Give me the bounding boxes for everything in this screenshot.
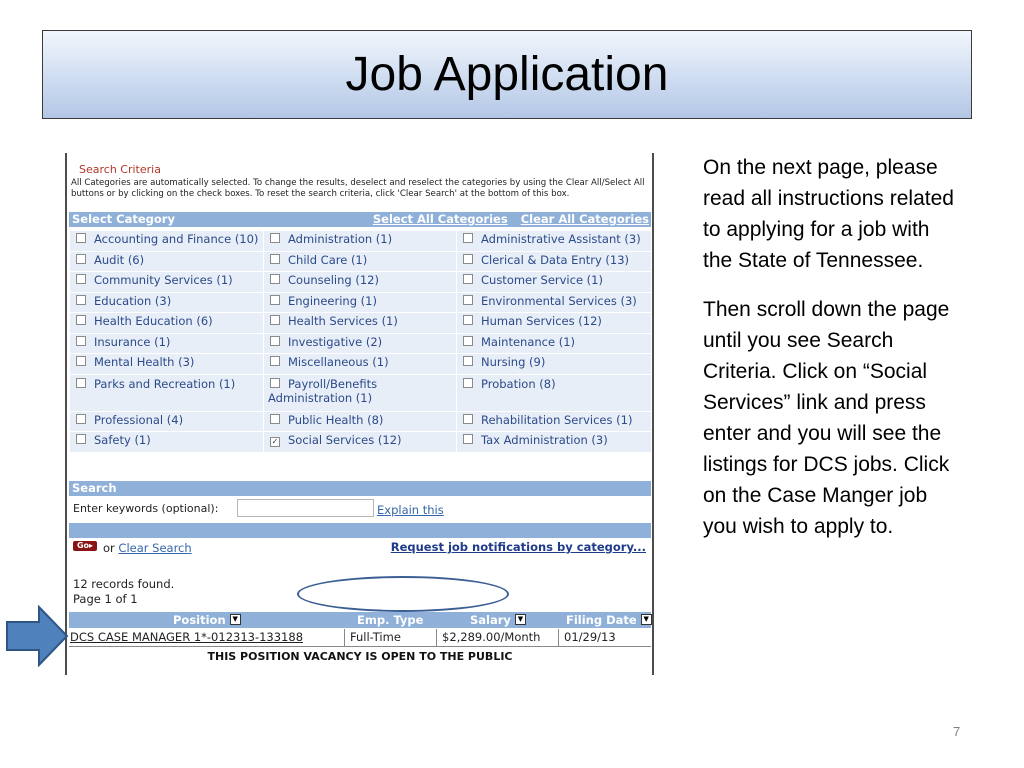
category-cell[interactable] [264,292,457,313]
category-label[interactable]: Child Care (1) [288,252,368,267]
checkbox-icon[interactable] [76,414,86,424]
col-salary[interactable]: Salary ▼ [470,613,511,627]
column-divider [344,629,345,646]
checkbox-icon[interactable] [463,356,473,366]
slide-page-number: 7 [953,724,961,739]
search-criteria-title: Search Criteria [79,163,161,176]
category-cell[interactable] [264,231,457,252]
category-cell[interactable] [457,411,652,432]
table-row[interactable] [69,629,651,647]
category-label[interactable]: Health Education (6) [94,314,213,328]
search-bar: Search [69,481,651,496]
category-label[interactable]: Education (3) [94,293,172,308]
category-cell[interactable] [264,411,457,432]
or-text: or [103,541,115,555]
category-cell[interactable] [457,292,652,313]
category-label[interactable]: Rehabilitation Services (1) [481,412,633,427]
keywords-input[interactable] [237,499,374,517]
vacancy-note: THIS POSITION VACANCY IS OPEN TO THE PUBLIC [207,650,513,663]
job-emp-type: Full-Time [350,630,401,644]
category-cell[interactable] [264,251,457,272]
category-label[interactable]: Payroll/Benefits Administration (1) [268,376,378,405]
category-table [69,230,652,453]
checkbox-icon[interactable] [463,315,473,325]
category-cell[interactable] [70,231,264,252]
explain-this-link[interactable]: Explain this [377,503,444,517]
checkbox-icon[interactable] [76,254,86,264]
checkbox-icon[interactable] [270,356,280,366]
clear-search-link[interactable]: Clear Search [118,541,192,555]
checkbox-icon[interactable] [76,336,86,346]
job-search-screenshot [65,153,654,675]
checkbox-icon[interactable] [270,274,280,284]
category-cell[interactable] [70,411,264,432]
column-divider [436,629,437,646]
checkbox-icon[interactable] [76,233,86,243]
sort-down-icon[interactable]: ▼ [230,614,241,625]
highlight-ellipse [297,576,509,612]
checkbox-icon[interactable] [76,356,86,366]
category-cell[interactable] [457,354,652,375]
category-label[interactable]: Environmental Services (3) [481,293,637,308]
checkbox-icon[interactable] [463,336,473,346]
checkbox-icon[interactable] [76,315,86,325]
col-position[interactable]: Position ▼ [173,613,226,627]
category-cell[interactable] [70,354,264,375]
instructions-text [703,152,963,560]
select-all-categories-link[interactable]: Select All Categories [372,212,508,226]
category-cell[interactable] [264,333,457,354]
pointer-arrow-icon [5,605,69,667]
col-emp-type[interactable]: Emp. Type [357,613,424,627]
category-cell[interactable] [264,354,457,375]
category-label[interactable]: Probation (8) [481,376,556,391]
category-cell[interactable] [264,432,457,453]
records-found: 12 records found. [73,577,175,591]
checkbox-icon[interactable] [270,336,280,346]
category-cell[interactable] [264,272,457,293]
checkbox-icon[interactable] [270,315,280,325]
category-label[interactable]: Parks and Recreation (1) [94,376,236,391]
category-label[interactable]: Investigative (2) [288,334,383,349]
category-label[interactable]: Community Services (1) [94,273,233,287]
checkbox-icon[interactable] [76,378,86,388]
checkbox-icon[interactable] [463,233,473,243]
category-cell[interactable] [457,432,652,453]
job-filing-date: 01/29/13 [564,630,616,644]
category-cell[interactable] [457,313,652,334]
checkbox-checked-icon[interactable]: ✓ [271,437,279,446]
job-position-link[interactable]: DCS CASE MANAGER 1*-012313-133188 [70,630,304,644]
category-label[interactable]: Insurance (1) [94,334,171,349]
checkbox-icon[interactable] [270,414,280,424]
category-label[interactable]: Mental Health (3) [94,355,195,369]
or-clear-search [103,541,192,555]
category-label[interactable]: Accounting and Finance (10) [94,232,259,246]
category-label[interactable]: Clerical & Data Entry (13) [481,252,630,267]
category-label[interactable]: Counseling (12) [288,273,379,287]
select-category-label: Select Category [72,212,175,226]
category-cell[interactable] [457,251,652,272]
checkbox-icon[interactable] [463,254,473,264]
category-label[interactable]: Miscellaneous (1) [288,355,389,369]
category-cell[interactable] [264,313,457,334]
category-cell[interactable] [70,272,264,293]
checkbox-icon[interactable] [463,434,473,444]
category-cell[interactable] [70,251,264,272]
checkbox-icon[interactable] [76,295,86,305]
category-cell[interactable] [70,292,264,313]
col-filing-date[interactable]: Filing Date ▼ [566,613,637,627]
category-label[interactable]: Tax Administration (3) [481,433,608,447]
category-cell[interactable] [70,432,264,453]
category-label[interactable]: Nursing (9) [481,355,546,369]
category-cell[interactable] [457,272,652,293]
checkbox-icon[interactable] [463,274,473,284]
select-category-bar [69,212,651,227]
slide-title: Job Application [345,48,669,101]
go-button[interactable]: Go▸ [73,541,97,551]
checkbox-icon[interactable] [270,254,280,264]
checkbox-icon[interactable] [270,233,280,243]
clear-all-categories-link[interactable]: Clear All Categories [520,212,649,226]
checkbox-icon[interactable] [463,414,473,424]
job-salary: $2,289.00/Month [442,630,541,644]
slide-title-box [42,30,972,119]
column-divider [558,629,559,646]
search-criteria-description: All Categories are automatically selected. To change the results, deselect and reselect the categories by using the Clear All/Select All buttons or by clicking on the check boxes. To reset the search criteria, click 'Clear Search' at the bottom of this box. [71,178,645,199]
category-label[interactable]: Audit (6) [94,252,145,267]
sort-down-icon[interactable]: ▼ [641,614,652,625]
search-divider-bar [69,523,651,538]
checkbox-icon[interactable] [463,378,473,388]
checkbox-icon[interactable] [76,274,86,284]
records-info [73,577,174,607]
category-label[interactable]: Maintenance (1) [481,334,576,349]
category-label[interactable]: Social Services (12) [288,433,402,447]
checkbox-icon[interactable] [463,295,473,305]
instruction-paragraph-1: On the next page, please read all instructions related to applying for a job with the State of Tennessee. [703,156,954,272]
checkbox-icon[interactable] [270,295,280,305]
results-header [69,612,651,628]
category-label[interactable]: Professional (4) [94,412,184,427]
sort-down-icon[interactable]: ▼ [515,614,526,625]
keywords-label: Enter keywords (optional): [73,502,219,515]
category-label[interactable]: Safety (1) [94,433,151,447]
category-cell[interactable] [264,374,457,411]
category-label[interactable]: Engineering (1) [288,293,377,308]
request-notifications-link[interactable]: Request job notifications by category... [390,540,646,554]
category-cell[interactable] [70,333,264,354]
category-label[interactable]: Health Services (1) [288,314,398,328]
category-cell[interactable] [457,231,652,252]
category-label[interactable]: Administration (1) [288,232,393,246]
category-cell[interactable] [457,374,652,411]
category-cell[interactable] [457,333,652,354]
checkbox-icon[interactable] [76,434,86,444]
category-label[interactable]: Customer Service (1) [481,273,603,287]
instruction-paragraph-2: Then scroll down the page until you see Search Criteria. Click on “Social Services” link and press enter and you will see the listings for DCS jobs. Click on the Case Manger job you wish to apply to. [703,298,950,538]
category-cell[interactable] [70,313,264,334]
category-label[interactable]: Administrative Assistant (3) [481,232,641,246]
category-label[interactable]: Human Services (12) [481,314,602,328]
category-label[interactable]: Public Health (8) [288,412,384,427]
checkbox-icon[interactable] [270,378,280,388]
category-cell[interactable] [70,374,264,411]
page-info: Page 1 of 1 [73,592,138,606]
